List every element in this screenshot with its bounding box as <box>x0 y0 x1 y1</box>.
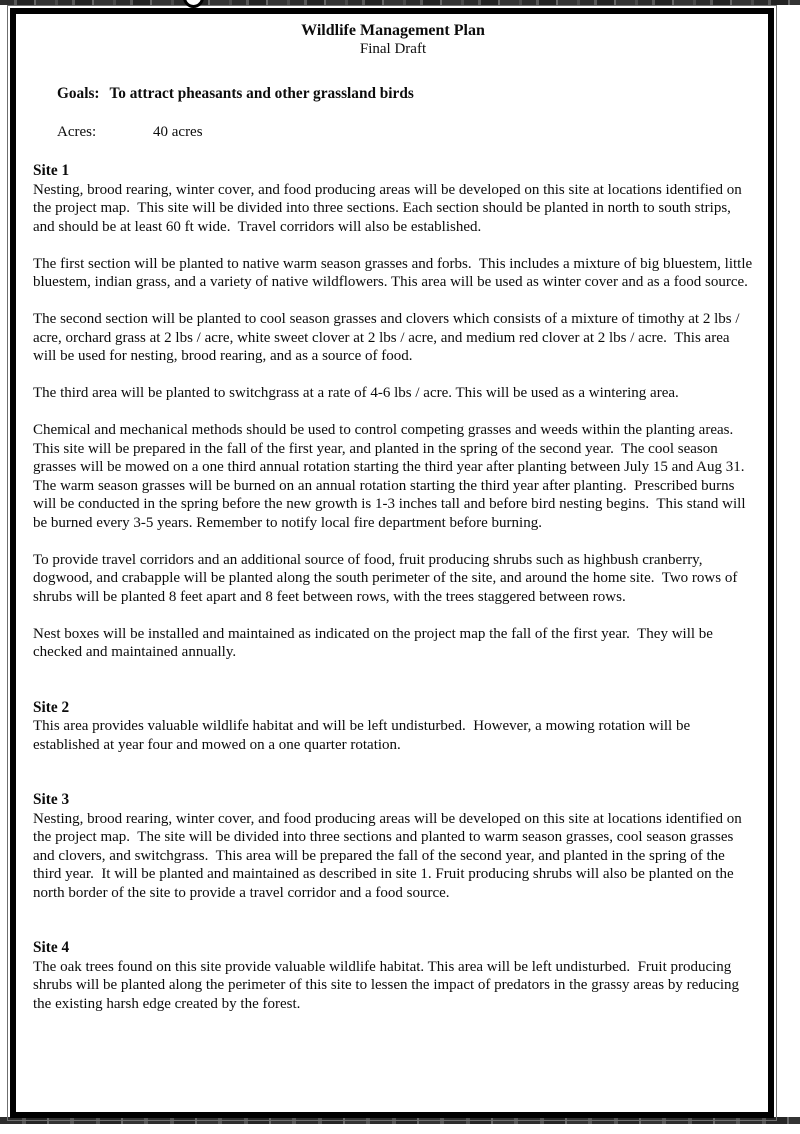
acres-value: 40 acres <box>153 123 203 140</box>
section-site-2-heading: Site 2 <box>33 698 70 716</box>
site-1-paragraph-6: To provide travel corridors and an additional source of food, fruit producing shrubs such as highbush cranberry, dogwood, and crabapple will be planted along the south perimeter of the site, and around the home site. Two rows of shrubs will be planted 8 feet apart and 8 feet between rows, with the trees staggered between rows. <box>33 551 742 605</box>
section-site-1-heading: Site 1 <box>33 162 70 179</box>
section-site-3-heading: Site 3 <box>33 791 70 808</box>
scan-smudge-top <box>0 0 800 5</box>
goals-line <box>33 85 753 104</box>
site-1-paragraph-4: The third area will be planted to switchgrass at a rate of 4-6 lbs / acre. This will be used as a wintering area. <box>33 385 679 401</box>
site-1-paragraph-2: The first section will be planted to native warm season grasses and forbs. This includes a mixture of big bluestem, little bluestem, indian grass, and a variety of native wildflowers. This area will be used as winter cover and as a food source. <box>33 255 756 290</box>
site-1-paragraph-1: Nesting, brood rearing, winter cover, and food producing areas will be developed on this site at locations identified on the project map. This site will be divided into three sections. Each section should be planted in north to south strips, and should be at least 60 ft wide. Travel corridors will also be established. <box>33 181 746 235</box>
site-1-paragraph-7: Nest boxes will be installed and maintained as indicated on the project map the fall of the first year. They will be checked and maintained annually. <box>33 625 717 660</box>
scan-smudge-bottom <box>0 1117 800 1124</box>
staple-mark <box>183 0 204 8</box>
goals-label: Goals: <box>57 85 100 102</box>
site-2-paragraph-1: This area provides valuable wildlife habitat and will be left undisturbed. However, a mowing rotation will be established at year four and mowed on a one quarter rotation. <box>33 718 694 753</box>
document-subtitle: Final Draft <box>359 41 427 57</box>
document-page-frame <box>10 8 774 1118</box>
goals-text: To attract pheasants and other grassland birds <box>109 85 414 102</box>
section-site-3 <box>33 791 753 902</box>
section-site-4 <box>33 939 753 1013</box>
site-1-paragraph-3: The second section will be planted to cool season grasses and clovers which consists of a mixture of timothy at 2 lbs / acre, orchard grass at 2 lbs / acre, white sweet clover at 2 lbs / acre, and medium red clover at 2 lbs / acre. This area will be used for nesting, brood rearing, and as a source of food. <box>33 311 744 364</box>
section-site-4-heading: Site 4 <box>33 939 70 956</box>
section-site-2 <box>33 699 753 755</box>
acres-line <box>33 123 753 142</box>
site-1-paragraph-5: Chemical and mechanical methods should be used to control competing grasses and weeds within the planting areas. This site will be prepared in the fall of the first year, and planted in the spring of the second year. The cool season grasses will be mowed on a one third annual rotation starting the third year after planting between July 15 and Aug 31. The warm season grasses will be burned on an annual rotation starting the third year after planting. Prescribed burns will be conducted in the spring before the new growth is 1-3 inches tall and before bird nesting begins. This stand will be burned every 3-5 years. Remember to notify local fire department before burning. <box>33 422 752 531</box>
site-4-paragraph-1: The oak trees found on this site provide valuable wildlife habitat. This area will be left undisturbed. Fruit producing shrubs will be planted along the perimeter of this site to lessen the impact of predators in the grassy areas by reducing the existing harsh edge created by the forest. <box>33 958 743 1012</box>
section-site-1 <box>33 162 756 662</box>
site-3-paragraph-1: Nesting, brood rearing, winter cover, and food producing areas will be developed on this site at locations identified on the project map. The site will be divided into three sections and planted to warm season grasses, cool season grasses and clovers, and switchgrass. This area will be prepared the fall of the second year, and planted in the spring of the third year. It will be planted and maintained as described in site 1. Fruit producing shrubs will also be planted on the north border of the site to provide a travel corridor and a food source. <box>33 810 746 901</box>
acres-label: Acres: <box>57 123 97 140</box>
document-title: Wildlife Management Plan <box>301 22 485 39</box>
